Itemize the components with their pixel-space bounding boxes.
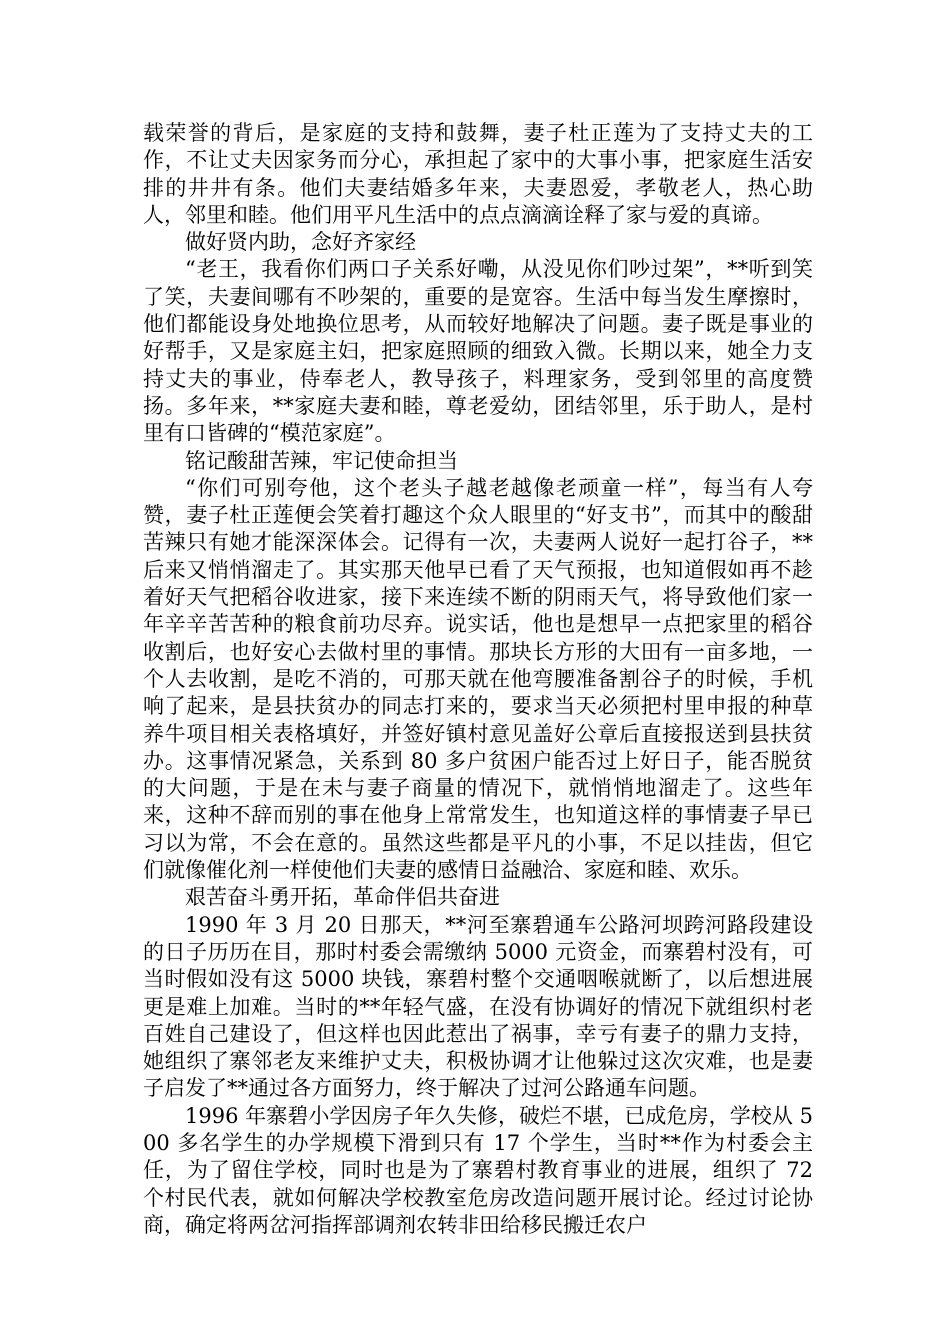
- section-heading-3: 艰苦奋斗勇开拓，革命伴侣共奋进: [185, 885, 500, 910]
- paragraph-section-3a: 1990 年 3 月 20 日那天，**河至寨碧通车公路河坝跨河路段建设的日子历历在目，那时村委会需缴纳 5000 元资金，而寨碧村没有，可当时假如没有这 5000 块钱，寨碧村整个交通咽喉就断了，以后想进展更是难上加难。当时的**年轻气盛，在没有协调好的情况下就组织村老百姓自己建设了，但这样也因此惹出了祸事，幸亏有妻子的鼎力支持，她组织了寨邻老友来维护丈夫，积极协调才让他躲过这次灾难，也是妻子启发了**通过各方面努力，终于解决了过河公路通车问题。: [143, 912, 813, 1101]
- paragraph-section-3b: 1996 年寨碧小学因房子年久失修，破烂不堪，已成危房，学校从 500 多名学生的办学规模下滑到只有 17 个学生，当时**作为村委会主任，为了留住学校，同时也是为了寨碧村教育事业的进展，组织了 72 个村民代表，就如何解决学校教室危房改造问题开展讨论。经过讨论协商，确定将两岔河指挥部调剂农转非田给移民搬迁农户: [143, 1103, 813, 1237]
- section-heading-2: 铭记酸甜苦辣，牢记使命担当: [185, 448, 458, 473]
- paragraph-section-2: “你们可别夸他，这个老头子越老越像老顽童一样”，每当有人夸赞，妻子杜正莲便会笑着打趣这个众人眼里的“好支书”，而其中的酸甜苦辣只有她才能深深体会。记得有一次，夫妻两人说好一起打谷子，**后来又悄悄溜走了。其实那天他早已看了天气预报，也知道假如再不趁着好天气把稻谷收进家，接下来连续不断的阴雨天气，将导致他们家一年辛辛苦苦种的粮食前功尽弃。说实话，他也是想早一点把家里的稻谷收割后，也好安心去做村里的事情。那块长方形的大田有一亩多地，一个人去收割，是吃不消的，可那天就在他弯腰准备割谷子的时候，手机响了起来，是县扶贫办的同志打来的，要求当天必须把村里申报的种草养牛项目相关表格填好，并签好镇村意见盖好公章后直接报送到县扶贫办。这事情况紧急，关系到 80 多户贫困户能否过上好日子，能否脱贫的大问题，于是在未与妻子商量的情况下，就悄悄地溜走了。这些年来，这种不辞而别的事在他身上常常发生，也知道这样的事情妻子早已习以为常，不会在意的。虽然这些都是平凡的小事，不足以挂齿，但它们就像催化剂一样使他们夫妻的感情日益融洽、家庭和睦、欢乐。: [143, 475, 813, 883]
- paragraph-intro: 载荣誉的背后，是家庭的支持和鼓舞，妻子杜正莲为了支持丈夫的工作，不让丈夫因家务而分心，承担起了家中的大事小事，把家庭生活安排的井井有条。他们夫妻结婚多年来，夫妻恩爱，孝敬老人，热心助人，邻里和睦。他们用平凡生活中的点点滴滴诠释了家与爱的真谛。: [143, 121, 813, 227]
- paragraph-section-1: “老王，我看你们两口子关系好嘞，从没见你们吵过架”，**听到笑了笑，夫妻间哪有不吵架的，重要的是宽容。生活中每当发生摩擦时，他们都能设身处地换位思考，从而较好地解决了问题。妻子既是事业的好帮手，又是家庭主妇，把家庭照顾的细致入微。长期以来，她全力支持丈夫的事业，侍奉老人，教导孩子，料理家务，受到邻里的高度赞扬。多年来，**家庭夫妻和睦，尊老爱幼，团结邻里，乐于助人，是村里有口皆碑的“模范家庭”。: [143, 257, 813, 446]
- section-heading-1: 做好贤内助，念好齐家经: [185, 230, 416, 255]
- document-page: [143, 120, 813, 1239]
